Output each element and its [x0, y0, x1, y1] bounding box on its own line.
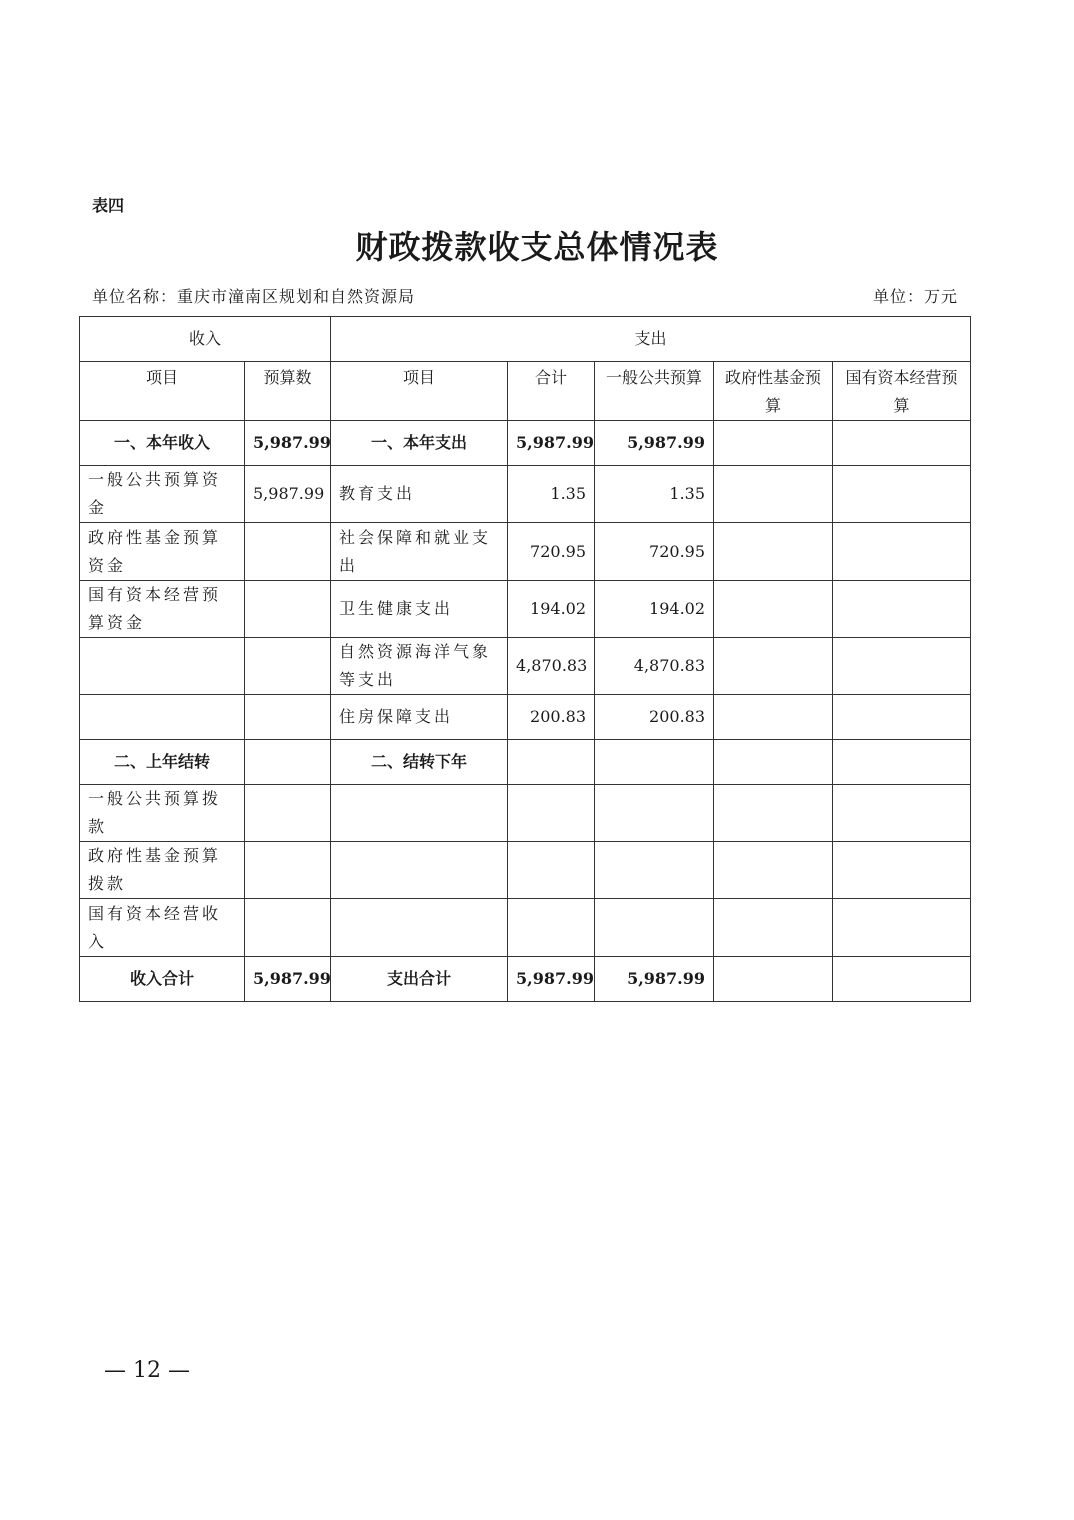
expense-total: 720.95: [508, 523, 595, 581]
unit-label: 单位：万元: [872, 287, 958, 306]
expense-fund: [714, 740, 833, 785]
expense-total-label: 支出合计: [331, 957, 508, 1002]
income-budget: 5,987.99: [245, 421, 331, 466]
expense-fund: [714, 695, 833, 740]
table-row: [80, 740, 971, 785]
expense-total: 1.35: [508, 466, 595, 523]
expense-item: 自然资源海洋气象等支出: [331, 638, 508, 695]
expense-fund: [714, 421, 833, 466]
table-row: [80, 638, 971, 695]
expense-capital: [833, 695, 971, 740]
expense-capital: [833, 899, 971, 957]
total-row: [80, 957, 971, 1002]
expense-capital: [833, 581, 971, 638]
page-title: 财政拨款收支总体情况表: [355, 228, 719, 266]
expense-general: 1.35: [595, 466, 714, 523]
expense-item: [331, 785, 508, 842]
expense-fund: [714, 581, 833, 638]
table-row: [80, 523, 971, 581]
expense-item: [331, 899, 508, 957]
income-budget: [245, 842, 331, 899]
expense-total: 4,870.83: [508, 638, 595, 695]
income-item: 一般公共预算资金: [80, 466, 245, 523]
expense-total: [508, 899, 595, 957]
expense-general: 720.95: [595, 523, 714, 581]
table-row: [80, 899, 971, 957]
expense-total: 5,987.99: [508, 421, 595, 466]
expense-group-header: 支出: [331, 317, 971, 362]
expense-capital: [833, 638, 971, 695]
expense-general: 5,987.99: [595, 421, 714, 466]
expense-capital: [833, 785, 971, 842]
col-state-capital: 国有资本经营预算: [833, 362, 971, 421]
expense-capital: [833, 466, 971, 523]
expense-capital: [833, 740, 971, 785]
income-item: 政府性基金预算资金: [80, 523, 245, 581]
expense-item: 社会保障和就业支出: [331, 523, 508, 581]
expense-item: 二、结转下年: [331, 740, 508, 785]
expense-fund: [714, 638, 833, 695]
table-row: [80, 785, 971, 842]
expense-fund: [714, 466, 833, 523]
expense-item: 教育支出: [331, 466, 508, 523]
unit-name: 单位名称：重庆市潼南区规划和自然资源局: [92, 287, 416, 306]
income-group-header: 收入: [80, 317, 331, 362]
expense-capital: [833, 523, 971, 581]
income-budget: [245, 523, 331, 581]
expense-general: [595, 785, 714, 842]
expense-general: 200.83: [595, 695, 714, 740]
column-header-row: [80, 362, 971, 421]
expense-total: 200.83: [508, 695, 595, 740]
table-row: [80, 695, 971, 740]
expense-fund-total: [714, 957, 833, 1002]
expense-total: [508, 785, 595, 842]
table-row: [80, 466, 971, 523]
finance-table: [79, 316, 971, 1002]
table-row: [80, 581, 971, 638]
expense-general-total: 5,987.99: [595, 957, 714, 1002]
expense-general: 194.02: [595, 581, 714, 638]
expense-capital-total: [833, 957, 971, 1002]
expense-general: 4,870.83: [595, 638, 714, 695]
expense-fund: [714, 899, 833, 957]
expense-capital: [833, 421, 971, 466]
expense-capital: [833, 842, 971, 899]
col-general-public: 一般公共预算: [595, 362, 714, 421]
table-row: [80, 842, 971, 899]
income-budget: [245, 581, 331, 638]
income-total-value: 5,987.99: [245, 957, 331, 1002]
income-budget: [245, 740, 331, 785]
income-budget: [245, 695, 331, 740]
expense-fund: [714, 842, 833, 899]
expense-item: 卫生健康支出: [331, 581, 508, 638]
expense-item: [331, 842, 508, 899]
income-total-label: 收入合计: [80, 957, 245, 1002]
expense-total: [508, 842, 595, 899]
col-expense-item: 项目: [331, 362, 508, 421]
income-item: [80, 638, 245, 695]
income-item: 一、本年收入: [80, 421, 245, 466]
income-budget: [245, 899, 331, 957]
income-item: 国有资本经营预算资金: [80, 581, 245, 638]
expense-general: [595, 842, 714, 899]
page-number: — 12 —: [104, 1358, 190, 1383]
income-budget: [245, 785, 331, 842]
group-header-row: [80, 317, 971, 362]
income-item: 政府性基金预算拨款: [80, 842, 245, 899]
table-row: [80, 421, 971, 466]
income-budget: [245, 638, 331, 695]
table-label: 表四: [92, 196, 125, 215]
expense-fund: [714, 523, 833, 581]
col-gov-fund: 政府性基金预算: [714, 362, 833, 421]
expense-general: [595, 740, 714, 785]
income-budget: 5,987.99: [245, 466, 331, 523]
col-income-item: 项目: [80, 362, 245, 421]
income-item: 二、上年结转: [80, 740, 245, 785]
expense-total: [508, 740, 595, 785]
expense-item: 一、本年支出: [331, 421, 508, 466]
expense-total-value: 5,987.99: [508, 957, 595, 1002]
income-item: 一般公共预算拨款: [80, 785, 245, 842]
income-item: 国有资本经营收入: [80, 899, 245, 957]
income-item: [80, 695, 245, 740]
expense-fund: [714, 785, 833, 842]
expense-general: [595, 899, 714, 957]
col-income-budget: 预算数: [245, 362, 331, 421]
expense-item: 住房保障支出: [331, 695, 508, 740]
expense-total: 194.02: [508, 581, 595, 638]
col-total: 合计: [508, 362, 595, 421]
